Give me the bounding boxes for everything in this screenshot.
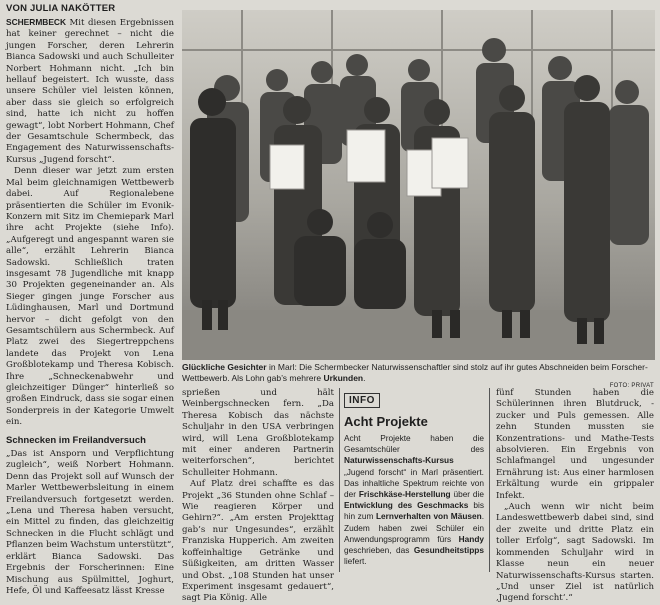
info-divider-right bbox=[489, 388, 490, 572]
info-divider-left bbox=[339, 388, 340, 572]
paragraph: Auf Platz drei schaffte es das Projekt „36 Stunden ohne Schlaf – Wie reagieren Körper und Gehirn?“. „Am ersten Projekttag gab’s nur Ungesundes“, erzählt Franziska Hupperich. Am zweiten koffeinhaltige Getränke und Süßigkeiten, am dritten Wasser und Obst. „108 Stunden hat unser Experiment insgesamt gedauert“, sagt Pia König. Alle bbox=[182, 479, 334, 604]
info-text: bis hin zum bbox=[344, 500, 484, 522]
caption-bold-end: Urkunden bbox=[323, 373, 364, 383]
info-text: geschrieben, das bbox=[344, 545, 414, 556]
paragraph-text: Mit diesen Ergebnissen hat keiner gerechnet – nicht die jungen Forscher, deren Lehrerin Bianca Sadowski und auch Schulleiter Norbert Hohmann nicht. „Ich bin hellauf begeistert. Ich wusste, dass unsere Schüler viel leisten können, aber dass sie gleich so erfolgreich sind, hatte ich nicht zu hoffen gewagt“, lobt Norbert Hohmann, Chef der Gesamtschule Schermbeck, das Engagement des Naturwissenschafts-Kursus „Jugend forscht“. bbox=[6, 18, 174, 165]
paragraph: „Auch wenn wir nicht beim Landeswettbewerb dabei sind, sind der zweite und dritte Platz ein toller Erfolg“, sagt Sadowski. Im kommenden Schuljahr wird in Klasse neun ein neuer Naturwissenschafts-Kursus starten. „Und unser Ziel ist natürlich ‚Jugend forscht‘.“ bbox=[496, 502, 654, 604]
info-highlight: Handy bbox=[458, 533, 484, 544]
group-photo bbox=[182, 10, 655, 360]
photo-credit: FOTO: PRIVAT bbox=[609, 383, 654, 389]
info-box bbox=[344, 388, 484, 567]
article-column-1 bbox=[6, 17, 174, 597]
subheading: Schnecken im Freilandversuch bbox=[6, 434, 146, 446]
paragraph bbox=[6, 17, 174, 166]
article-column-4 bbox=[496, 388, 654, 605]
paragraph: Denn dieser war jetzt zum ersten Mal beim gleichnamigen Wettbewerb dabei. Auf Regionalebene präsentierten die Schüler im Evonik-Konzern mit Sitz im Chemiepark Marl ihre acht Projekte (siehe Info). „Aufgeregt und angespannt waren sie alle“, erzählt Lehrerin Bianca Sadowski. Schließlich traten insgesamt 78 Jugendliche mit knapp 30 Projekten gegeneinander an. Als Sieger gingen junge Forscher aus Lüdinghausen, Marl und Dortmund hervor – dicht gefolgt von den Gesamtschülern aus Schermbeck. Auf Platz zwei des Siegertreppchens landete das Projekt von Lena Großblotekamp und Theresa Kobisch. Ihre „Schneckenabwehr und gleichzeitiger Dünger“ hinterließ so großen Eindruck, dass sie sogar einen Sonderpreis in der Kategorie Umwelt ein. bbox=[6, 166, 174, 428]
info-tag: INFO bbox=[344, 393, 380, 408]
info-highlight: Lernverhalten von Mäusen bbox=[375, 511, 482, 522]
info-text: über die bbox=[450, 489, 484, 500]
info-heading: Acht Projekte bbox=[344, 414, 428, 429]
info-highlight: Gesundheitstipps bbox=[413, 545, 484, 556]
paragraph: fünf Stunden haben die Schülerinnen ihren Blutdruck, -zucker und Puls gemessen. Alle zehn Stunden mussten sie Konzentrations- und Mathe-Tests absolvieren. Ein Ergebnis von Schlafmangel und ungesunder Ernährung ist: Aus einer harmlosen Erkältung wurde ein grippaler Infekt. bbox=[496, 388, 654, 501]
info-text: Acht Projekte haben die Gesamtschüler des bbox=[344, 433, 484, 455]
caption-end: . bbox=[363, 373, 366, 383]
info-text: liefert. bbox=[344, 556, 367, 567]
info-text: „Jugend forscht“ in Marl präsentiert. Das inhaltliche Spektrum reichte von der bbox=[344, 466, 484, 500]
info-highlight: Entwicklung des Geschmacks bbox=[344, 500, 469, 511]
info-body bbox=[344, 433, 484, 567]
photo-caption bbox=[182, 362, 655, 384]
info-text: . Zudem haben zwei Schüler ein Anwendungsprogramm fürs bbox=[344, 511, 485, 544]
paragraph: „Das ist Ansporn und Verpflichtung zugleich“, weiß Norbert Hohmann. Denn das Projekt soll auf Wunsch der Marler Wettbewerbsleitung in einem Freilandversuch fortgesetzt werden. „Lena und Theresa haben versucht, ein Mittel zu finden, das gleichzeitig Schnecken in die Flucht schlägt und Pflanzen beim Wachstum unterstützt“, erklärt Bianca Sadowski. Das Ergebnis der Forscherinnen: Eine Mischung aus Spülmittel, Joghurt, Hefe, Öl und Kaffeesatz lässt Kresse bbox=[6, 449, 174, 596]
info-highlight: Naturwissenschafts-Kursus bbox=[344, 455, 454, 466]
caption-lead: Glückliche Gesichter bbox=[182, 362, 267, 372]
info-highlight: Frischkäse-Herstellung bbox=[358, 489, 451, 500]
byline: VON JULIA NAKÖTTER bbox=[6, 3, 116, 14]
photo-illustration bbox=[182, 10, 655, 360]
dateline: SCHERMBECK bbox=[6, 17, 67, 27]
article-column-2 bbox=[182, 388, 334, 605]
paragraph: sprießen und hält Weinbergschnecken fern. „Da Theresa Kobisch das nächste Schuljahr in den USA verbringen wird, will Lena Großblotekamp mit einer anderen Partnerin weiterforschen“, berichtet Schulleiter Hohmann. bbox=[182, 388, 334, 478]
caption-text: in Marl: Die Schermbecker Naturwissenschaftler sind stolz auf ihr gutes Abschneiden beim Forscher-Wettbewerb. Als Lohn gab’s mehrere bbox=[182, 362, 648, 383]
